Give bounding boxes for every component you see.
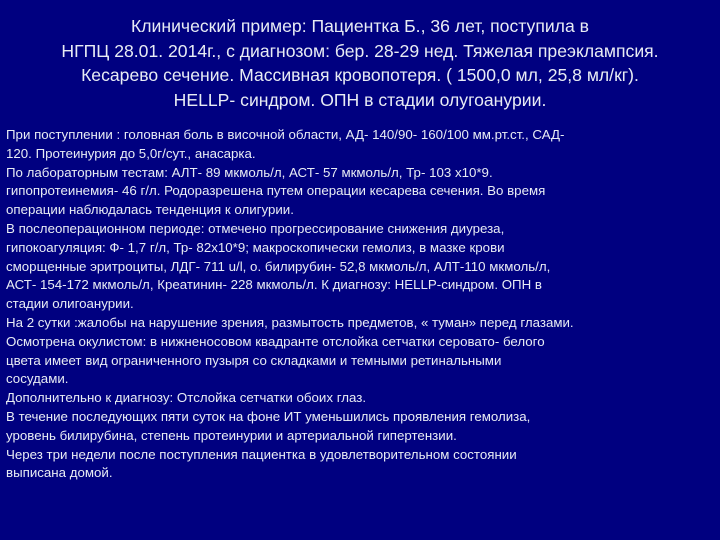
text-line: На 2 сутки :жалобы на нарушение зрения, размытость предметов, « туман» перед глазами. xyxy=(6,314,574,330)
title-line: Клинический пример: Пациентка Б., 36 лет, поступила в xyxy=(131,16,589,36)
text-line: Осмотрена окулистом: в нижненосовом квадранте отслойка сетчатки серовато- белого xyxy=(6,333,545,349)
text-line: цвета имеет вид ограниченного пузыря со складками и темными ретинальными xyxy=(6,352,502,368)
text-line: По лабораторным тестам: АЛТ- 89 мкмоль/л, АСТ- 57 мкмоль/л, Тр- 103 х10*9. xyxy=(6,164,493,180)
title-line: НГПЦ 28.01. 2014г., с диагнозом: бер. 28-29 нед. Тяжелая преэклампсия. xyxy=(61,40,659,61)
text-line: В течение последующих пяти суток на фоне ИТ уменьшились проявления гемолиза, xyxy=(6,408,531,424)
text-line: сморщенные эритроциты, ЛДГ- 711 u/l, о. билирубин- 52,8 мкмоль/л, АЛТ-110 мкмоль/л, xyxy=(6,258,551,274)
text-line: В послеоперационном периоде: отмечено прогрессирование снижения диуреза, xyxy=(6,220,505,236)
text-line: стадии олигоанурии. xyxy=(6,296,134,312)
title-line: HELLP- синдром. ОПН в стадии олугоанурии. xyxy=(173,89,547,110)
text-line: Дополнительно к диагнозу: Отслойка сетчатки обоих глаз. xyxy=(6,390,367,406)
text-line: операции наблюдалась тенденция к олигурии. xyxy=(6,202,294,218)
text-line: При поступлении : головная боль в височной области, АД- 140/90- 160/100 мм.рт.ст., САД- xyxy=(6,127,565,142)
slide-body xyxy=(6,126,712,483)
slide-title xyxy=(0,14,720,112)
paragraph-additional-diagnosis xyxy=(6,389,712,408)
paragraph-day-two xyxy=(6,314,712,389)
paragraph-postoperative xyxy=(6,220,712,314)
paragraph-admission xyxy=(6,126,712,164)
text-line: АСТ- 154-172 мкмоль/л, Креатинин- 228 мкмоль/л. К диагнозу: HELLP-синдром. ОПН в xyxy=(6,277,542,293)
text-line: гипопротеинемия- 46 г/л. Родоразрешена путем операции кесарева сечения. Во время xyxy=(6,183,546,199)
paragraph-following-days xyxy=(6,408,712,446)
text-line: уровень билирубина, степень протеинурии и артериальной гипертензии. xyxy=(6,427,457,443)
text-line: Через три недели после поступления пациентка в удовлетворительном состоянии xyxy=(6,446,517,462)
title-line: Кесарево сечение. Массивная кровопотеря. ( 1500,0 мл, 25,8 мл/кг). xyxy=(81,65,639,85)
text-line: выписана домой. xyxy=(6,465,113,481)
text-line: сосудами. xyxy=(6,371,69,387)
text-line: 120. Протеинурия до 5,0г/сут., анасарка. xyxy=(6,145,256,161)
paragraph-lab-tests xyxy=(6,164,712,220)
paragraph-discharge xyxy=(6,446,712,484)
text-line: гипокоагуляция: Ф- 1,7 г/л, Тр- 82х10*9; макроскопически гемолиз, в мазке крови xyxy=(6,239,505,255)
